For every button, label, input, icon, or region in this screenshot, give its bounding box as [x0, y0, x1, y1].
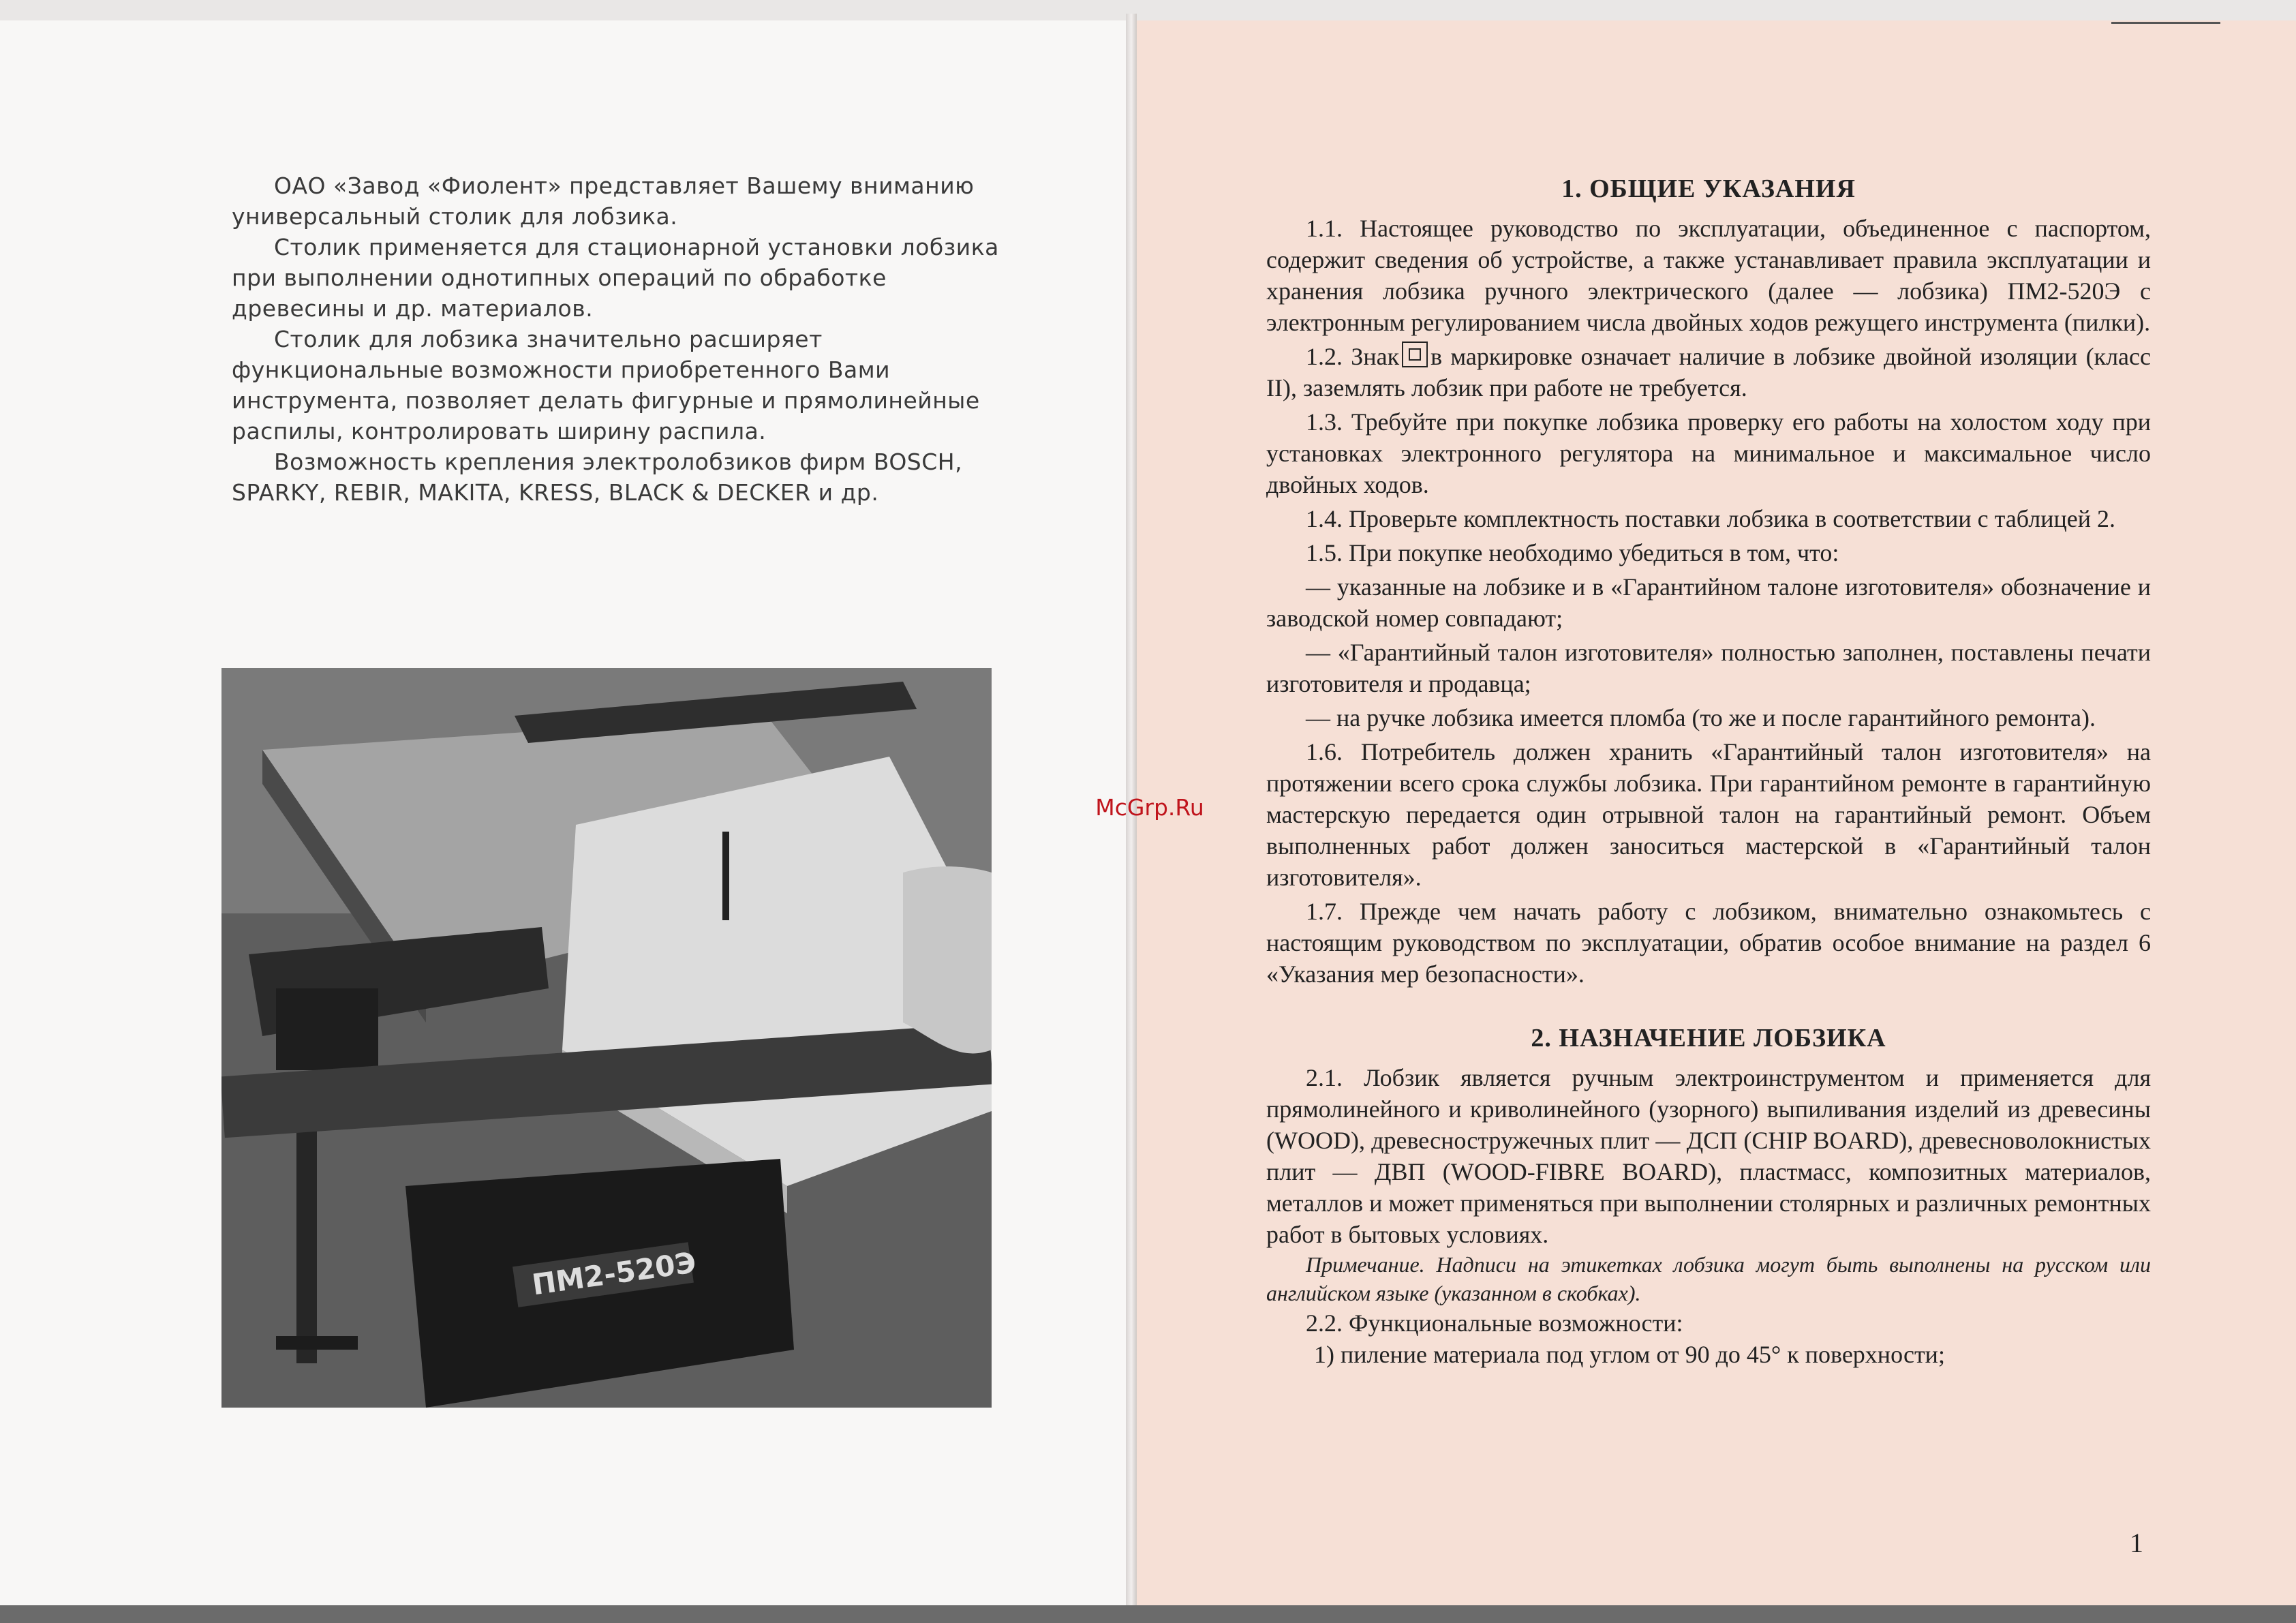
manual-text — [1266, 164, 2151, 1370]
page-number: 1 — [2130, 1528, 2143, 1558]
paragraph: 1.6. Потребитель должен хранить «Гарантийный талон изготовителя» на протяжении всего срока службы лобзика. При гарантийном ремонте в гарантийную мастерскую передается один отрывной талон на гарантийный ремонт. Объем выполненных работ должен заноситься мастерской в «Гарантийный талон изготовителя». — [1266, 738, 2151, 891]
jigsaw-table-photo — [221, 668, 992, 1408]
photo-tool-label: ПМ2-520Э — [530, 1245, 699, 1302]
paragraph: 1.4. Проверьте комплектность поставки лобзика в соответствии с таблицей 2. — [1306, 505, 2115, 532]
paragraph: — указанные на лобзике и в «Гарантийном талоне изготовителя» обозначение и заводской номер совпадают; — [1266, 573, 2151, 632]
paragraph — [1266, 341, 2151, 404]
section-title: 1. ОБЩИЕ УКАЗАНИЯ — [1561, 175, 1856, 203]
intro-line: Возможность крепления электролобзиков фирм BOSCH, — [274, 449, 963, 475]
watermark: McGrp.Ru — [1095, 794, 1204, 821]
paragraph: 1.7. Прежде чем начать работу с лобзиком, внимательно ознакомьтесь с настоящим руководством по эксплуатации, обратив особое внимание на раздел 6 «Указания мер безопасности». — [1266, 898, 2151, 988]
photo-illustration — [221, 668, 992, 1408]
top-rule — [2111, 22, 2220, 24]
bottom-edge — [0, 1605, 2296, 1623]
paragraph: 2.2. Функциональные возможности: — [1306, 1309, 1683, 1337]
paragraph: 1.3. Требуйте при покупке лобзика проверку его работы на холостом ходу при установках электронного регулятора на минимальное и максимальное число двойных ходов. — [1266, 408, 2151, 498]
paragraph: 1.1. Настоящее руководство по эксплуатации, объединенное с паспортом, содержит сведения об устройстве, а также устанавливает правила эксплуатации и хранения лобзика ручного электрического (далее — лобзика) ПМ2-520Э с электронным регулированием числа двойных ходов режущего инструмента (пилки). — [1266, 215, 2151, 336]
paragraph: — на ручке лобзика имеется пломба (то же и после гарантийного ремонта). — [1306, 704, 2096, 731]
paragraph: 1.5. При покупке необходимо убедиться в том, что: — [1306, 539, 1839, 566]
note: Примечание. Надписи на этикетках лобзика могут быть выполнены на русском или английском языке (указанном в скобках). — [1266, 1252, 2151, 1305]
paragraph: — «Гарантийный талон изготовителя» полностью заполнен, поставлены печати изготовителя и продавца; — [1266, 639, 2151, 697]
intro-line: Столик применяется для стационарной установки лобзика — [274, 234, 999, 260]
intro-line: SPARKY, REBIR, MAKITA, KRESS, BLACK & DECKER и др. — [232, 479, 879, 506]
intro-line: древесины и др. материалов. — [232, 295, 594, 322]
intro-line: при выполнении однотипных операций по обработке — [232, 264, 887, 291]
paragraph-text: 1.2. Знак — [1306, 343, 1400, 370]
list-item: 1) пиление материала под углом от 90 до 45° к поверхности; — [1314, 1341, 1945, 1368]
intro-line: универсальный столик для лобзика. — [232, 203, 678, 230]
intro-line: распилы, контролировать ширину распила. — [232, 418, 767, 444]
double-insulation-icon — [1402, 342, 1428, 367]
intro-line: ОАО «Завод «Фиолент» представляет Вашему вниманию — [274, 172, 975, 199]
section-title: 2. НАЗНАЧЕНИЕ ЛОБЗИКА — [1531, 1024, 1886, 1052]
paragraph-text: в маркировке означает наличие в лобзике двойной изоляции (класс II), заземлять лобзик при работе не требуется. — [1266, 343, 2151, 401]
paragraph: 2.1. Лобзик является ручным электроинструментом и применяется для прямолинейного и криволинейного (узорного) выпиливания изделий из древесины (WOOD), древесностружечных плит — ДСП (CHIP BOARD), древесноволокнистых плит — ДВП (WOOD-FIBRE BOARD), пластмасс, композитных материалов, металлов и может применяться при выполнении столярных и различных ремонтных работ в бытовых условиях. — [1266, 1064, 2151, 1248]
intro-line: инструмента, позволяет делать фигурные и прямолинейные — [232, 387, 980, 414]
intro-line: Столик для лобзика значительно расширяет — [274, 326, 823, 352]
intro-text — [232, 170, 1036, 508]
intro-line: функциональные возможности приобретенного Вами — [232, 357, 891, 383]
